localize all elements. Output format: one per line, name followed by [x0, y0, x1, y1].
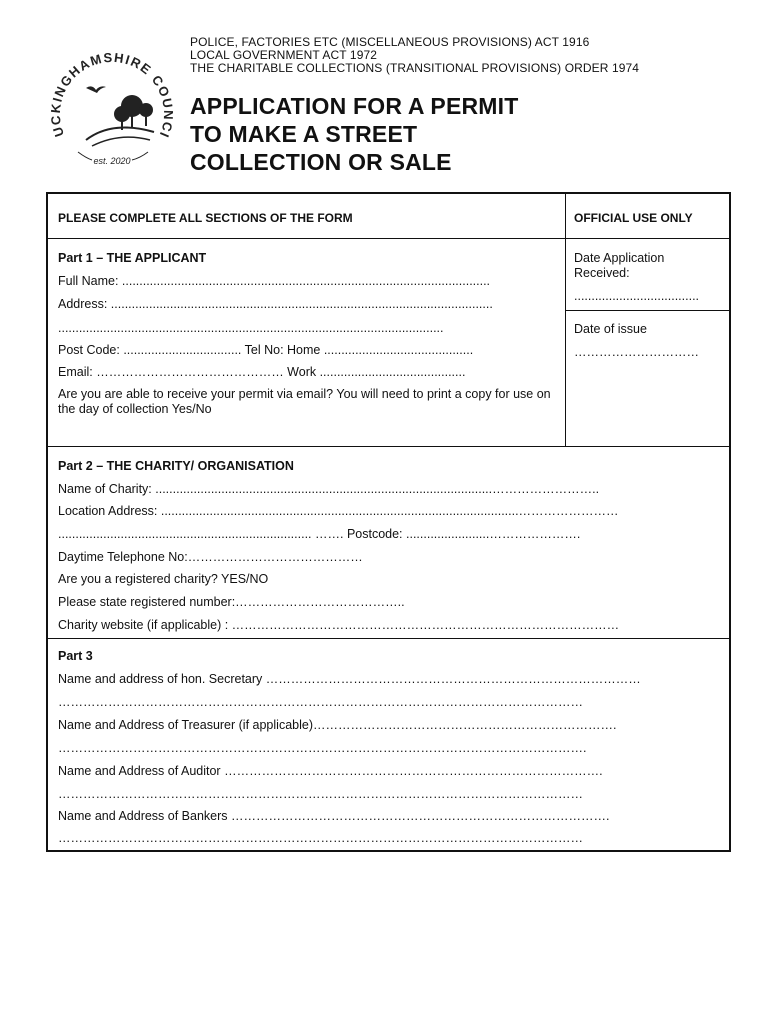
logo-arc-text: UCKINGHAMSHIRE COUNCI	[47, 49, 177, 141]
email-work-field[interactable]: Email: ……………………………………… Work ..........................................	[58, 365, 466, 379]
part2-heading: Part 2 – THE CHARITY/ ORGANISATION	[58, 459, 294, 473]
postcode-tel-field[interactable]: Post Code: .................................. Tel No: Home ...........................................	[58, 343, 474, 357]
trees-icon	[114, 95, 153, 130]
bankers-field[interactable]: Name and Address of Bankers ……………………………………………………………………………….	[58, 809, 610, 823]
official-use-heading: OFFICIAL USE ONLY	[574, 211, 693, 225]
form-instruction: PLEASE COMPLETE ALL SECTIONS OF THE FORM	[58, 211, 353, 225]
act-line: THE CHARITABLE COLLECTIONS (TRANSITIONAL PROVISIONS) ORDER 1974	[190, 61, 640, 75]
date-received-field[interactable]: ....................................	[574, 289, 700, 303]
date-issue-field[interactable]: …………………………	[574, 345, 699, 359]
act-line: POLICE, FACTORIES ETC (MISCELLANEOUS PROVISIONS) ACT 1916	[190, 35, 590, 49]
page-title: APPLICATION FOR A PERMIT TO MAKE A STREET COLLECTION OR SALE	[190, 93, 519, 175]
email-permit-question: Are you are able to receive your permit via email? You will need to print a copy for use on the day of collection Yes/No	[58, 387, 551, 416]
location-postcode-field[interactable]: ......................................................................... ……. Postcode: ........................………………….	[58, 527, 581, 541]
divider	[48, 238, 729, 239]
divider	[565, 194, 566, 446]
treasurer-continuation[interactable]: ……………………………………………………………………………………………………………….	[58, 741, 587, 755]
secretary-continuation[interactable]: ………………………………………………………………………………………………………………	[58, 695, 583, 709]
legislation-list	[190, 36, 639, 75]
registered-number-field[interactable]: Please state registered number:…………………………………..	[58, 595, 405, 609]
date-received-label: Date Application Received:	[574, 251, 665, 280]
address-field[interactable]: Address: ..............................................................................................................	[58, 297, 493, 311]
application-form	[46, 192, 731, 852]
daytime-telephone-field[interactable]: Daytime Telephone No:……………………………………	[58, 550, 363, 564]
divider	[48, 446, 729, 447]
treasurer-field[interactable]: Name and Address of Treasurer (if applicable)……………………………………………………………….	[58, 718, 617, 732]
svg-text:BUCKINGHAMSHIRE COUNCIL	[42, 36, 176, 141]
bird-icon	[86, 86, 106, 93]
divider	[565, 310, 729, 311]
act-line: LOCAL GOVERNMENT ACT 1972	[190, 48, 378, 62]
address-line2-field[interactable]: ...............................................................................................................	[58, 321, 444, 335]
location-address-field[interactable]: Location Address: .......................................................................................................……………………	[58, 504, 619, 518]
auditor-field[interactable]: Name and Address of Auditor ……………………………………………………………………………….	[58, 764, 603, 778]
part1-heading: Part 1 – THE APPLICANT	[58, 251, 207, 265]
date-issue-label: Date of issue	[574, 322, 647, 336]
charity-website-field[interactable]: Charity website (if applicable) : …………………………………………………………………………………	[58, 618, 620, 632]
divider	[48, 638, 729, 639]
part3-heading: Part 3	[58, 649, 93, 663]
secretary-field[interactable]: Name and address of hon. Secretary ………………………………………………………………………………	[58, 672, 641, 686]
auditor-continuation[interactable]: ………………………………………………………………………………………………………………	[58, 787, 583, 801]
bankers-continuation[interactable]: ………………………………………………………………………………………………………………	[58, 831, 583, 845]
full-name-field[interactable]: Full Name: ..........................................................................................................	[58, 274, 491, 288]
registered-charity-question[interactable]: Are you a registered charity? YES/NO	[58, 572, 269, 586]
charity-name-field[interactable]: Name of Charity: .................................................................................................……………………..	[58, 482, 600, 496]
council-logo	[42, 36, 182, 176]
logo-established: est. 2020	[93, 156, 131, 166]
